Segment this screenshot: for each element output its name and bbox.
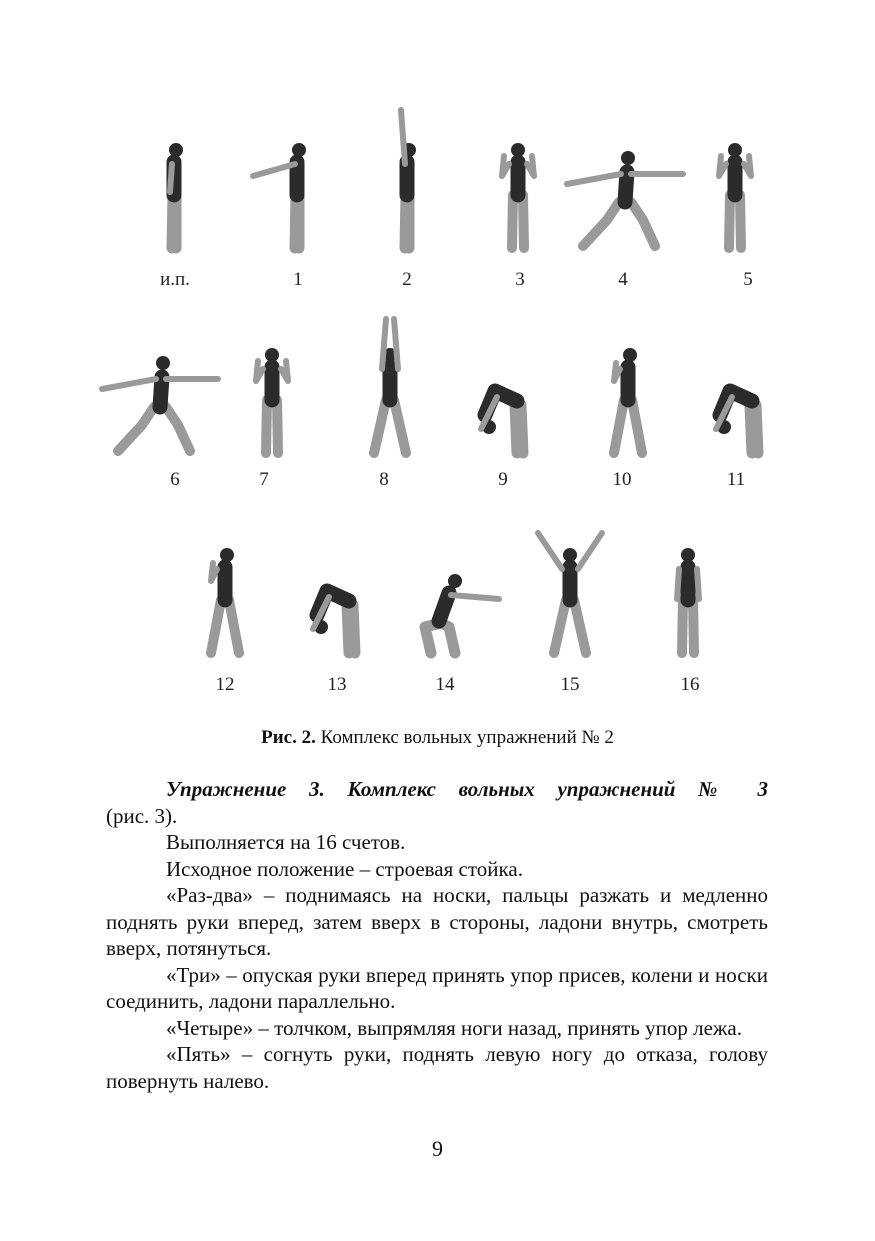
- pose-label: 15: [560, 674, 580, 695]
- pose-figure-front-hands-shoulders: [502, 143, 534, 248]
- pose-label: 8: [379, 469, 389, 490]
- figure-caption: [0, 727, 875, 749]
- pose-label: и.п.: [160, 269, 190, 290]
- pose-label: 3: [515, 269, 525, 290]
- pose-figure-lunge-arms-side: [102, 356, 218, 451]
- paragraph: Выполняется на 16 счетов.: [166, 830, 406, 854]
- pose-label: 6: [170, 469, 180, 490]
- caption-text: Комплекс вольных упражнений № 2: [315, 727, 614, 748]
- pose-figure-lunge-arms-side: [567, 151, 683, 246]
- pose-figure-front-stand: [677, 548, 699, 653]
- heading-continuation: (рис. 3).: [106, 803, 178, 828]
- paragraph: «Раз-два» – поднимаясь на носки, пальцы разжать и медленно поднять руки вперед, затем вверх в стороны, ладони внутрь, смотреть вверх, потянуться.: [106, 883, 768, 960]
- pose-figure-side-arms-up: [401, 110, 416, 248]
- pose-figure-side-stand: [169, 143, 183, 248]
- paragraph: «Пять» – согнуть руки, поднять левую ногу до отказа, голову повернуть налево.: [106, 1042, 768, 1093]
- pose-figure-wide-hands-shoulders: [211, 548, 239, 653]
- paragraph: Исходное положение – строевая стойка.: [166, 856, 523, 881]
- pose-figure-side-arms-forward: [253, 143, 306, 248]
- pose-figure-wide-arms-up: [374, 319, 406, 453]
- pose-label: 7: [259, 469, 269, 490]
- pose-label: 11: [726, 469, 746, 490]
- page-number: 9: [432, 1136, 443, 1161]
- pose-figure-squat-arms-forward: [425, 574, 499, 653]
- pose-figure-front-hands-shoulders: [256, 348, 288, 453]
- pose-figure-bend-down: [313, 591, 355, 653]
- pose-figure-wide-arms-v: [538, 533, 602, 653]
- pose-figure-bend-down: [481, 391, 523, 453]
- pose-figure-wide-hands-shoulders: [614, 348, 642, 453]
- pose-label: 10: [612, 469, 632, 490]
- paragraph: «Три» – опуская руки вперед принять упор присев, колени и носки соединить, ладони параллельно.: [106, 962, 768, 1013]
- body-text: [106, 776, 768, 1094]
- pose-label: 14: [435, 674, 455, 695]
- pose-label: 12: [215, 674, 235, 695]
- pose-label: 2: [402, 269, 412, 290]
- pose-figure-bend-down: [716, 391, 758, 453]
- pose-label: 5: [743, 269, 753, 290]
- pose-label: 4: [618, 269, 628, 290]
- exercise-heading: Упражнение 3. Комплекс вольных упражнений № 3: [166, 777, 768, 801]
- pose-label: 16: [680, 674, 700, 695]
- pose-label: 13: [327, 674, 347, 695]
- pose-figure-front-hands-shoulders: [719, 143, 751, 248]
- caption-label: Рис. 2.: [261, 727, 316, 748]
- paragraph: «Четыре» – толчком, выпрямляя ноги назад, принять упор лежа.: [166, 1015, 742, 1040]
- pose-label: 1: [293, 269, 303, 290]
- pose-label: 9: [498, 469, 508, 490]
